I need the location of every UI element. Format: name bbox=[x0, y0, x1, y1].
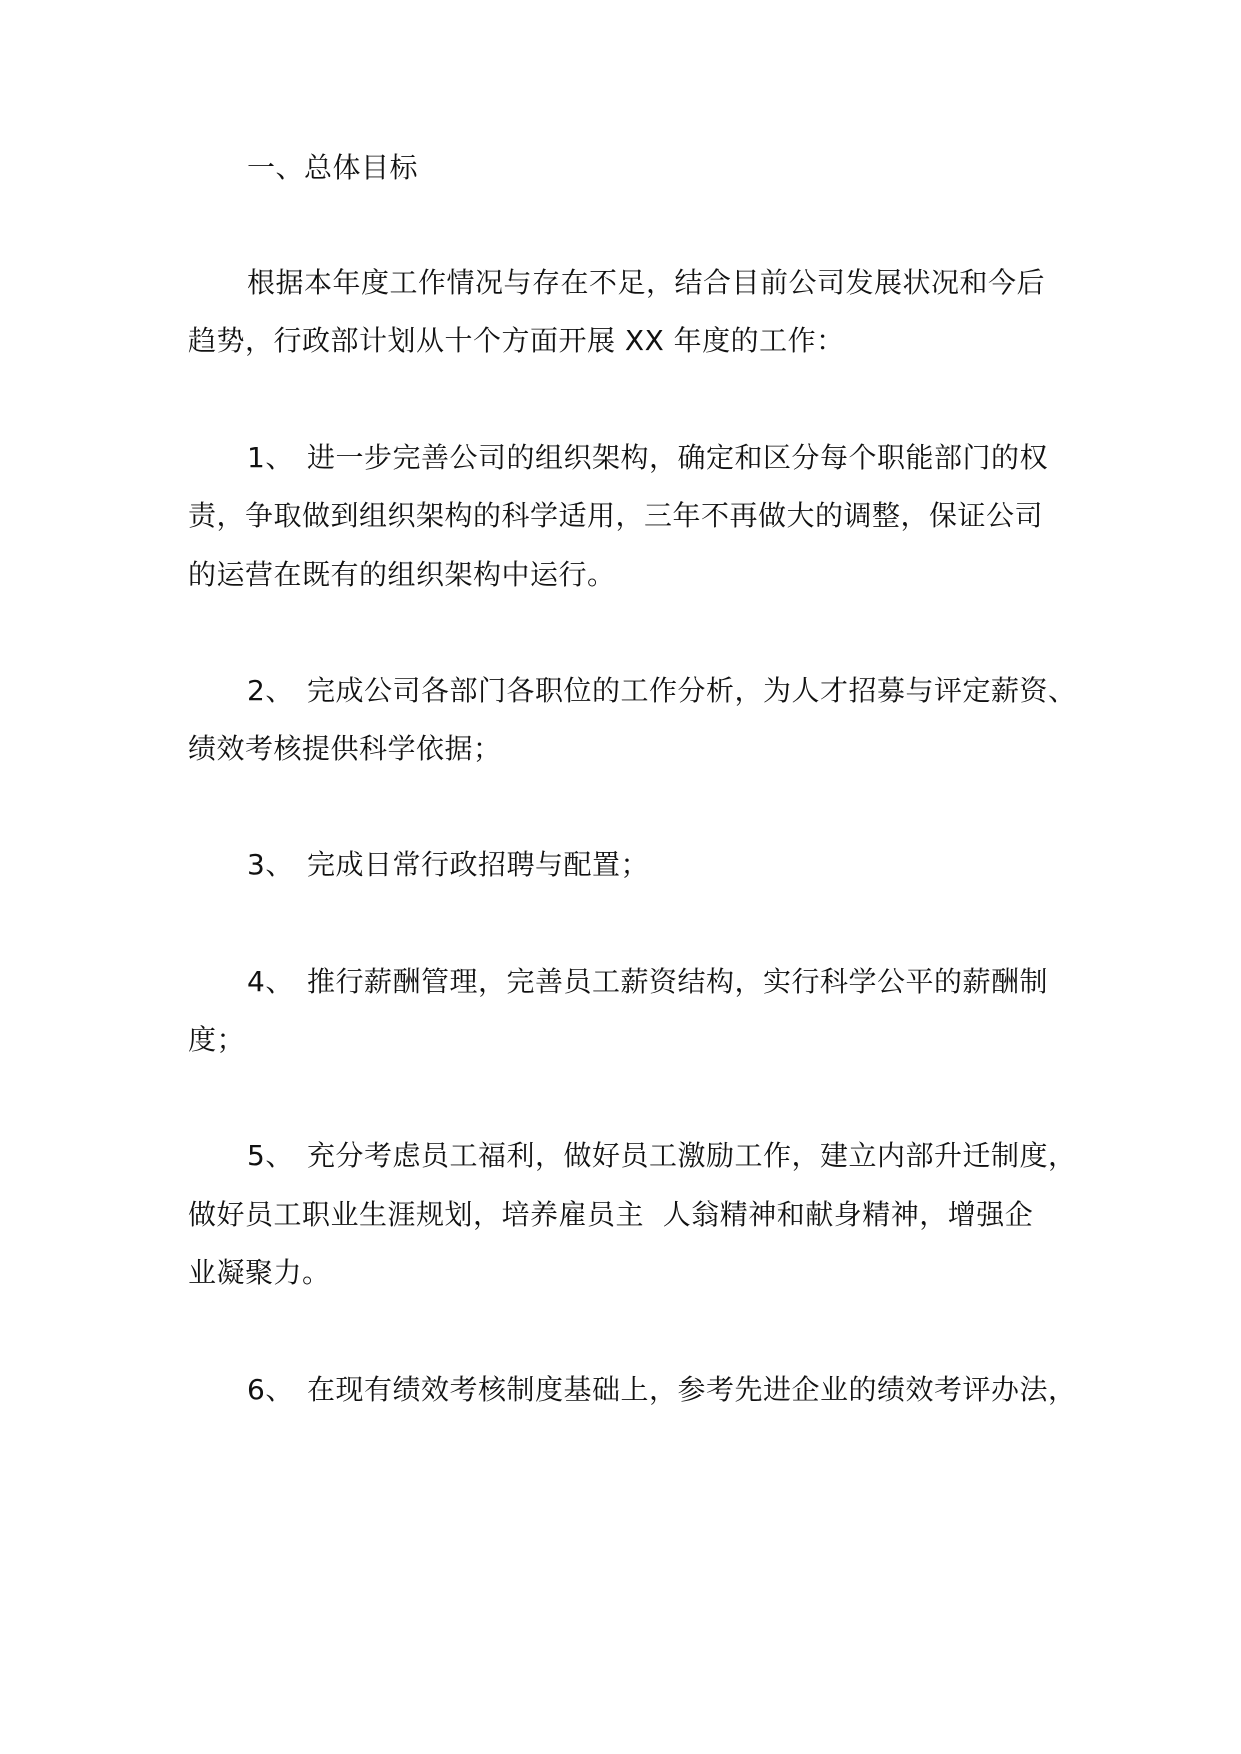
list-item-3-number: 3、 bbox=[247, 848, 294, 881]
section-heading: 一、总体目标 bbox=[247, 151, 419, 184]
list-item-2-number: 2、 bbox=[247, 674, 294, 707]
list-item-2-line-2: 绩效考核提供科学依据； bbox=[188, 732, 502, 765]
list-item-5-line-2: 做好员工职业生涯规划，培养雇员主 人翁精神和献身精神，增强企 bbox=[188, 1198, 1034, 1231]
list-item-6-text: 在现有绩效考核制度基础上，参考先进企业的绩效考评办法， bbox=[307, 1373, 1077, 1406]
intro-line-1: 根据本年度工作情况与存在不足，结合目前公司发展状况和今后 bbox=[247, 266, 1046, 299]
list-item-6-first-line bbox=[247, 1372, 1088, 1408]
list-item-1-first-line bbox=[247, 440, 1088, 476]
list-item-1-line-3: 的运营在既有的组织架构中运行。 bbox=[188, 558, 616, 591]
list-item-6-number: 6、 bbox=[247, 1373, 294, 1406]
list-item-3-text: 完成日常行政招聘与配置； bbox=[307, 848, 650, 881]
list-item-3-first-line bbox=[247, 847, 1088, 883]
list-item-4-line-2: 度； bbox=[188, 1023, 246, 1056]
list-item-4-number: 4、 bbox=[247, 965, 294, 998]
intro-line-2: 趋势，行政部计划从十个方面开展 XX 年度的工作： bbox=[188, 324, 845, 357]
list-item-1-number: 1、 bbox=[247, 441, 294, 474]
list-item-2-first-line bbox=[247, 673, 1088, 709]
list-item-5-text: 充分考虑员工福利，做好员工激励工作，建立内部升迁制度， bbox=[307, 1139, 1077, 1172]
list-item-2-text: 完成公司各部门各职位的工作分析，为人才招募与评定薪资、 bbox=[307, 674, 1077, 707]
list-item-1-text: 进一步完善公司的组织架构，确定和区分每个职能部门的权 bbox=[307, 441, 1049, 474]
list-item-5-number: 5、 bbox=[247, 1139, 294, 1172]
list-item-4-first-line bbox=[247, 964, 1088, 1000]
list-item-1-line-2: 责，争取做到组织架构的科学适用，三年不再做大的调整，保证公司 bbox=[188, 499, 1044, 532]
list-item-5-line-3: 业凝聚力。 bbox=[188, 1256, 331, 1289]
list-item-4-text: 推行薪酬管理，完善员工薪资结构，实行科学公平的薪酬制 bbox=[307, 965, 1049, 998]
list-item-5-first-line bbox=[247, 1138, 1088, 1174]
